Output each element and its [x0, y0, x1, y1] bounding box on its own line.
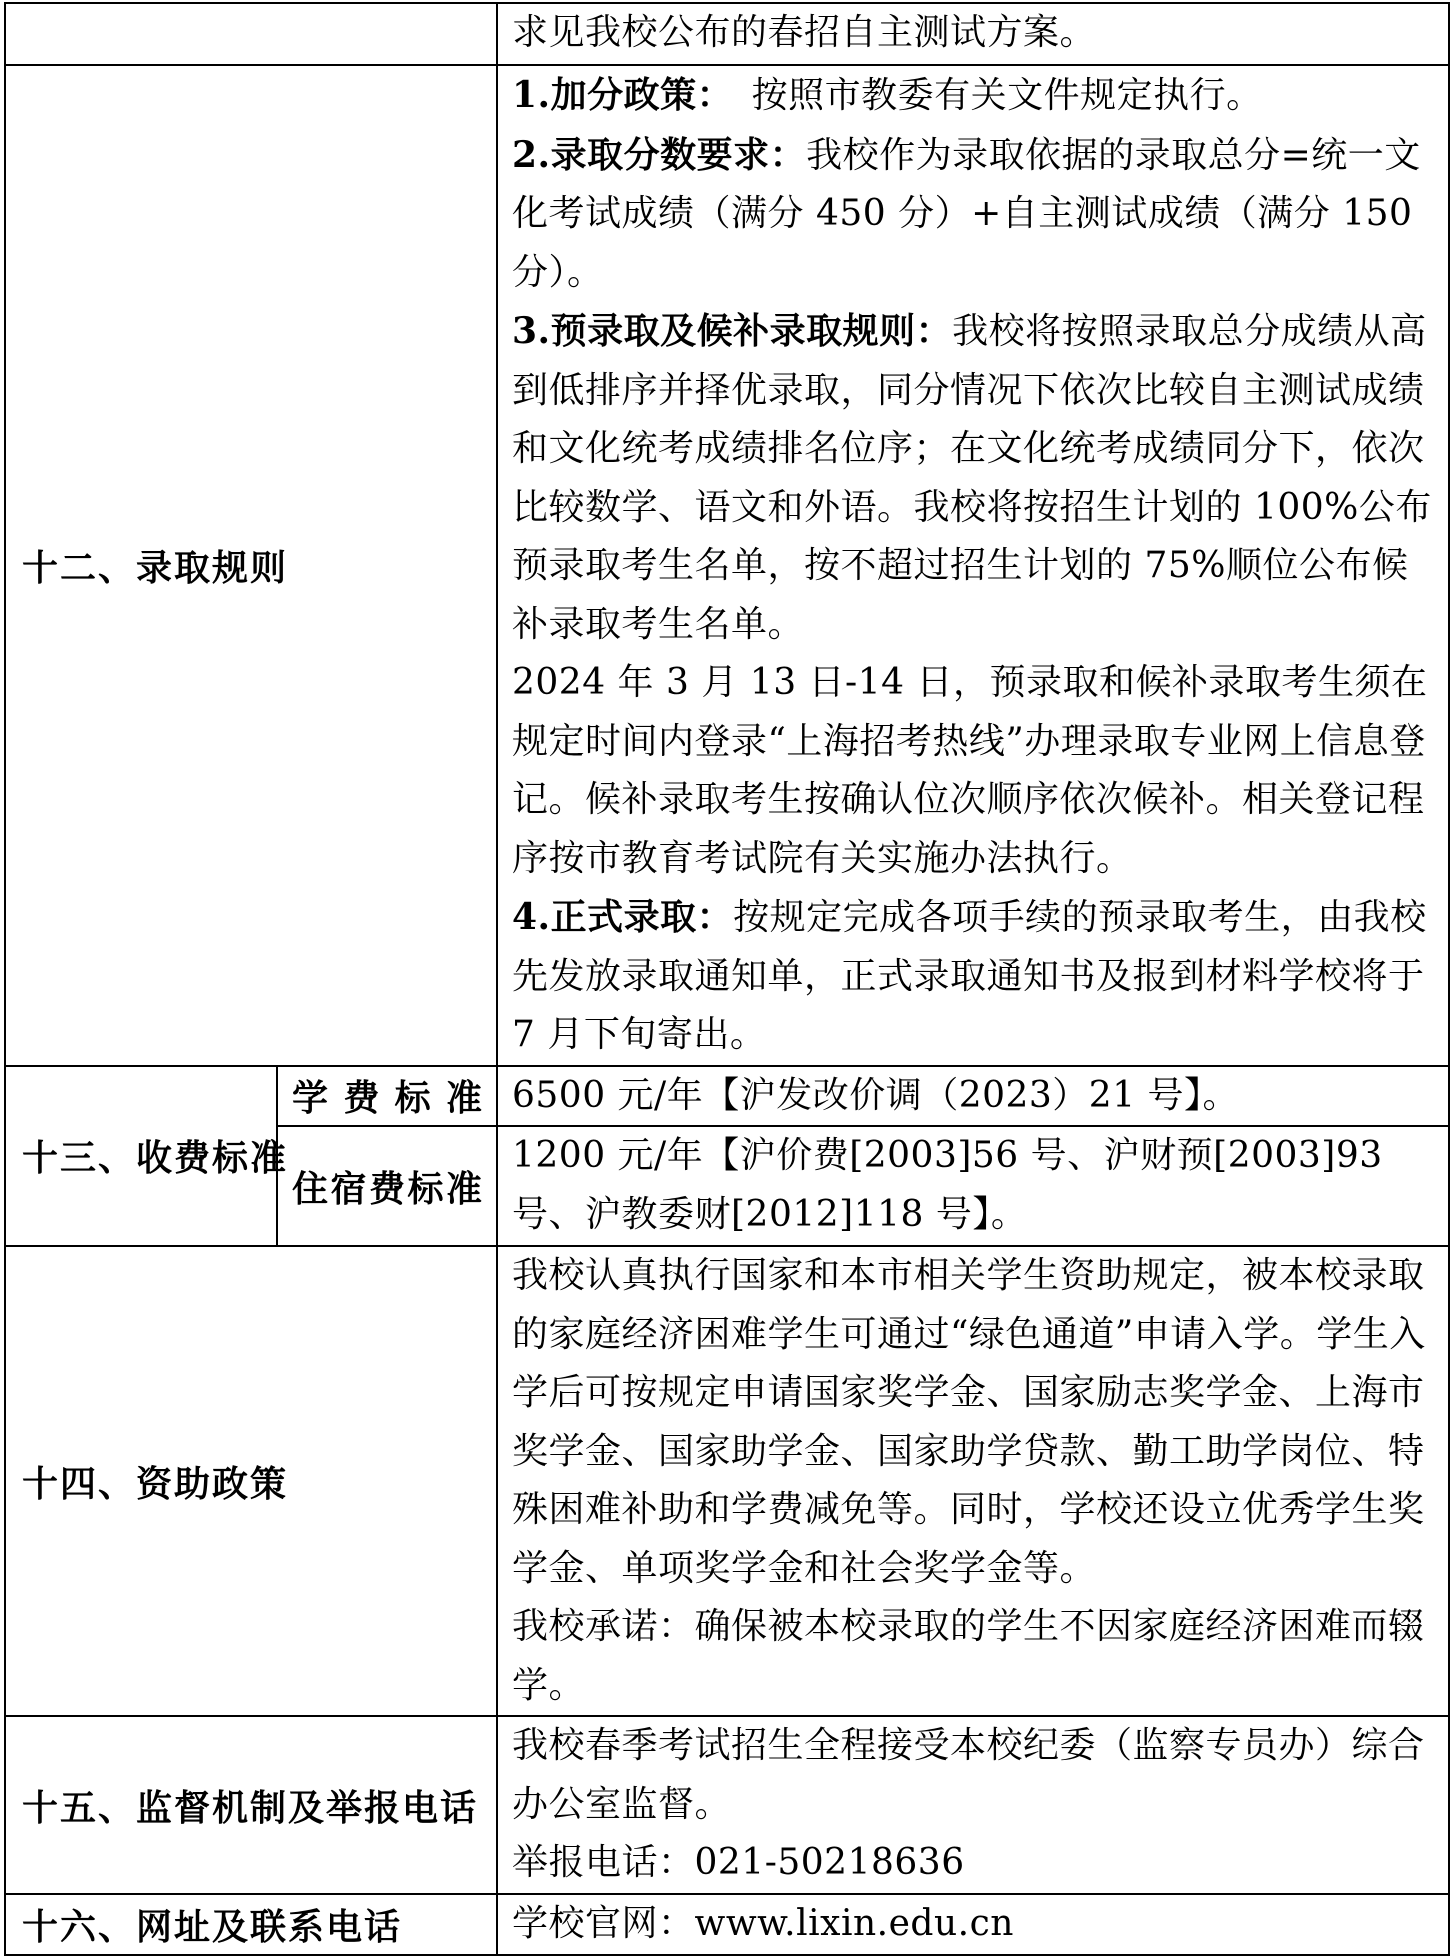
- formal-admission-heading: 4.正式录取：: [512, 896, 734, 938]
- tuition-label: [277, 1066, 497, 1127]
- continued-text: 求见我校公布的春招自主测试方案。: [512, 12, 1097, 53]
- section-label-contact: 十六、网址及联系电话: [5, 1894, 497, 1955]
- tuition-text: 6500 元/年【沪发改价调（2023）21 号】。: [512, 1074, 1240, 1116]
- contact-content: [497, 1894, 1449, 1955]
- tuition-label-char: 学: [292, 1077, 329, 1120]
- formal-admission-text: 按规定完成各项手续的预录取考生，由我校先发放录取通知单，正式录取通知书及报到材料学校将于 7 月下旬寄出。: [512, 897, 1427, 1055]
- empty-label-cell: [5, 3, 497, 65]
- financial-aid-paragraph: 我校认真执行国家和本市相关学生资助规定，被本校录取的家庭经济困难学生可通过“绿色通道”申请入学。学生入学后可按规定申请国家奖学金、国家励志奖学金、上海市奖学金、国家助学金、国家助学贷款、勤工助学岗位、特殊困难补助和学费减免等。同时，学校还设立优秀学生奖学金、单项奖学金和社会奖学金等。: [512, 1255, 1426, 1589]
- financial-aid-commitment: 我校承诺：确保被本校录取的学生不因家庭经济困难而辍学。: [512, 1606, 1425, 1706]
- bonus-policy-text: 按照市教委有关文件规定执行。: [715, 75, 1263, 116]
- table-row: [5, 65, 1449, 1066]
- score-requirement-heading: 2.录取分数要求：: [512, 133, 807, 176]
- bonus-policy-paragraph: [512, 66, 1438, 126]
- table-row: [5, 1066, 1449, 1127]
- accommodation-label-char: 费: [368, 1167, 405, 1210]
- section-label-financial-aid: 十四、资助政策: [5, 1246, 497, 1716]
- table-row: [5, 1716, 1449, 1894]
- content-cell: [497, 3, 1449, 65]
- admission-rules-table: [4, 2, 1450, 1956]
- tuition-label-char: 标: [394, 1077, 431, 1120]
- supervision-content: [497, 1716, 1449, 1894]
- accommodation-text: 1200 元/年【沪价费[2003]56 号、沪财预[2003]93 号、沪教委财[2012]118 号】。: [512, 1135, 1383, 1235]
- accommodation-label-char: 住: [292, 1167, 329, 1210]
- registration-paragraph: 2024 年 3 月 13 日-14 日，预录取和候补录取考生须在规定时间内登录“上海招考热线”办理录取专业网上信息登记。候补录取考生按确认位次顺序依次候补。相关登记程序按市教育考试院有关实施办法执行。: [512, 662, 1428, 879]
- financial-aid-content: [497, 1246, 1449, 1716]
- pre-admission-heading: 3.预录取及候补录取规则：: [512, 310, 953, 352]
- table-row: [5, 3, 1449, 65]
- section-label-fees: 十三、收费标准: [5, 1066, 277, 1247]
- accommodation-label-char: 标: [407, 1167, 444, 1210]
- tuition-label-char: 费: [343, 1077, 380, 1120]
- bonus-policy-heading: 1.加分政策：: [512, 74, 716, 116]
- section-label-admission-rules: 十二、录取规则: [5, 65, 497, 1066]
- section-label-supervision: 十五、监督机制及举报电话: [5, 1716, 497, 1894]
- table-row: [5, 1246, 1449, 1716]
- supervision-paragraph: 我校春季考试招生全程接受本校纪委（监察专员办）综合办公室监督。: [512, 1725, 1425, 1825]
- school-website: 学校官网：www.lixin.edu.cn: [512, 1903, 1014, 1944]
- accommodation-label: [277, 1126, 497, 1246]
- pre-admission-text: 我校将按照录取总分成绩从高到低排序并择优录取，同分情况下依次比较自主测试成绩和文化统考成绩排名位序；在文化统考成绩同分下，依次比较数学、语文和外语。我校将按招生计划的 100%公布预录取考生名单，按不超过招生计划的 75%顺位公布候补录取考生名单。: [512, 311, 1432, 645]
- accommodation-label-char: 宿: [330, 1167, 367, 1210]
- table-row: [5, 1894, 1449, 1955]
- score-requirement-paragraph: [512, 126, 1438, 303]
- accommodation-label-char: 准: [445, 1167, 482, 1210]
- score-requirement-text: 我校作为录取依据的录取总分=统一文化考试成绩（满分 450 分）+自主测试成绩（满分 150 分）。: [512, 134, 1421, 293]
- admission-rules-content: [497, 65, 1449, 1066]
- report-phone: 举报电话：021-50218636: [512, 1842, 965, 1883]
- tuition-label-char: 准: [445, 1077, 482, 1120]
- formal-admission-paragraph: [512, 888, 1438, 1065]
- accommodation-content: [497, 1126, 1449, 1246]
- tuition-content: [497, 1066, 1449, 1127]
- pre-admission-paragraph: [512, 302, 1438, 654]
